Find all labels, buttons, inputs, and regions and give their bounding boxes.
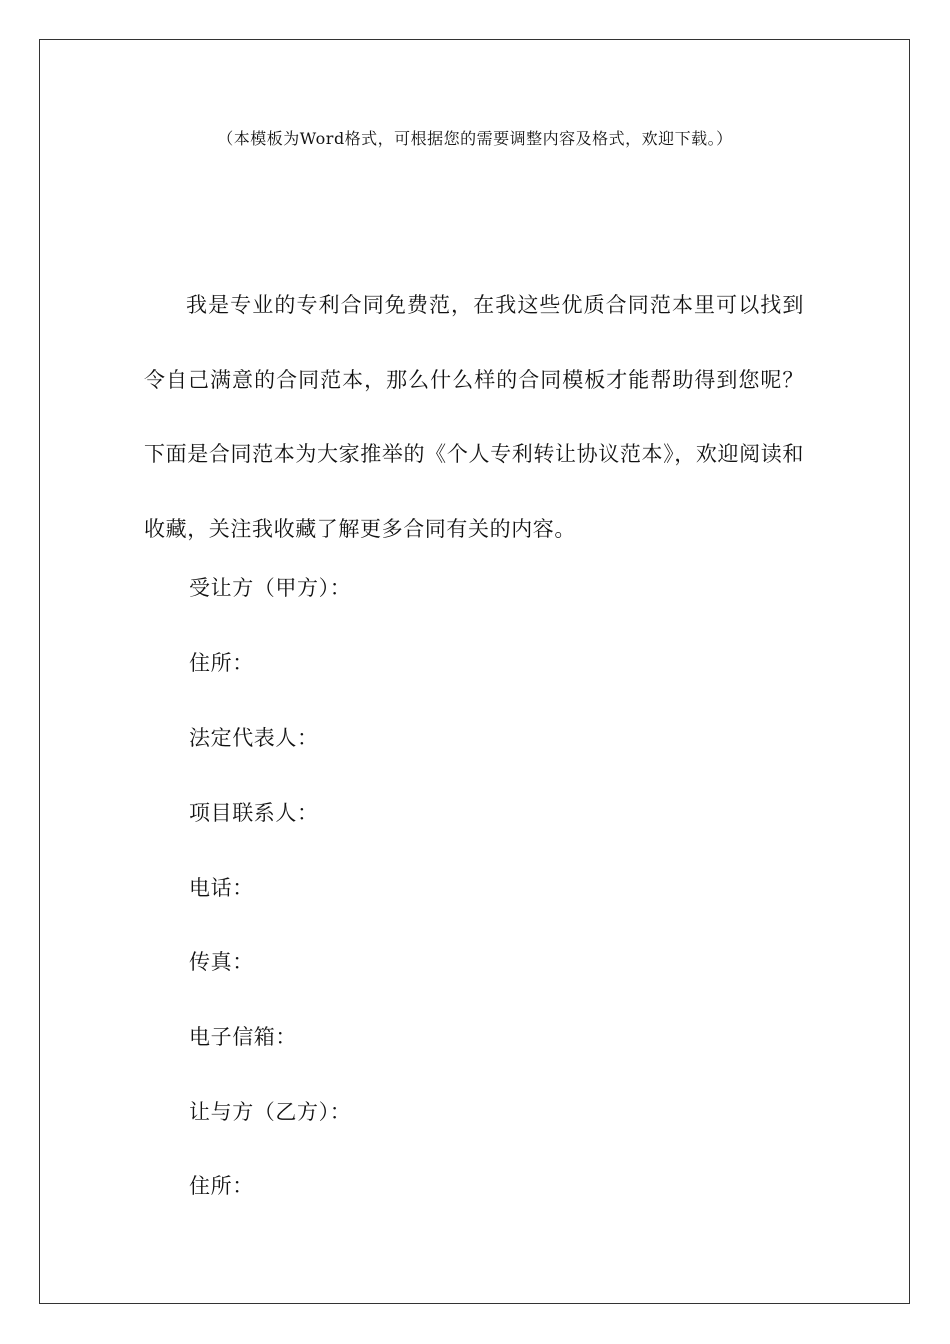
page-border [39,39,910,1304]
intro-text: 我是专业的专利合同免费范，在我这些优质合同范本里可以找到令自己满意的合同范本，那么什么样的合同模板才能帮助得到您呢？下面是合同范本为大家推举的《个人专利转让协议范本》，欢迎阅读和收藏，关注我收藏了解更多合同有关的内容。 [144,293,804,541]
field-assignor-address: 住所： [189,1174,254,1198]
field-assignee-address: 住所： [189,651,254,675]
field-assignee: 受让方（甲方）： [189,576,352,600]
template-note: （本模板为Word格式，可根据您的需要调整内容及格式，欢迎下载。） [217,129,733,148]
field-legal-representative: 法定代表人： [189,726,319,750]
intro-paragraph [144,268,804,566]
field-email: 电子信箱： [189,1025,297,1049]
field-fax: 传真： [189,950,254,974]
field-assignor: 让与方（乙方）： [189,1100,352,1124]
field-project-contact: 项目联系人： [189,801,319,825]
field-phone: 电话： [189,876,254,900]
